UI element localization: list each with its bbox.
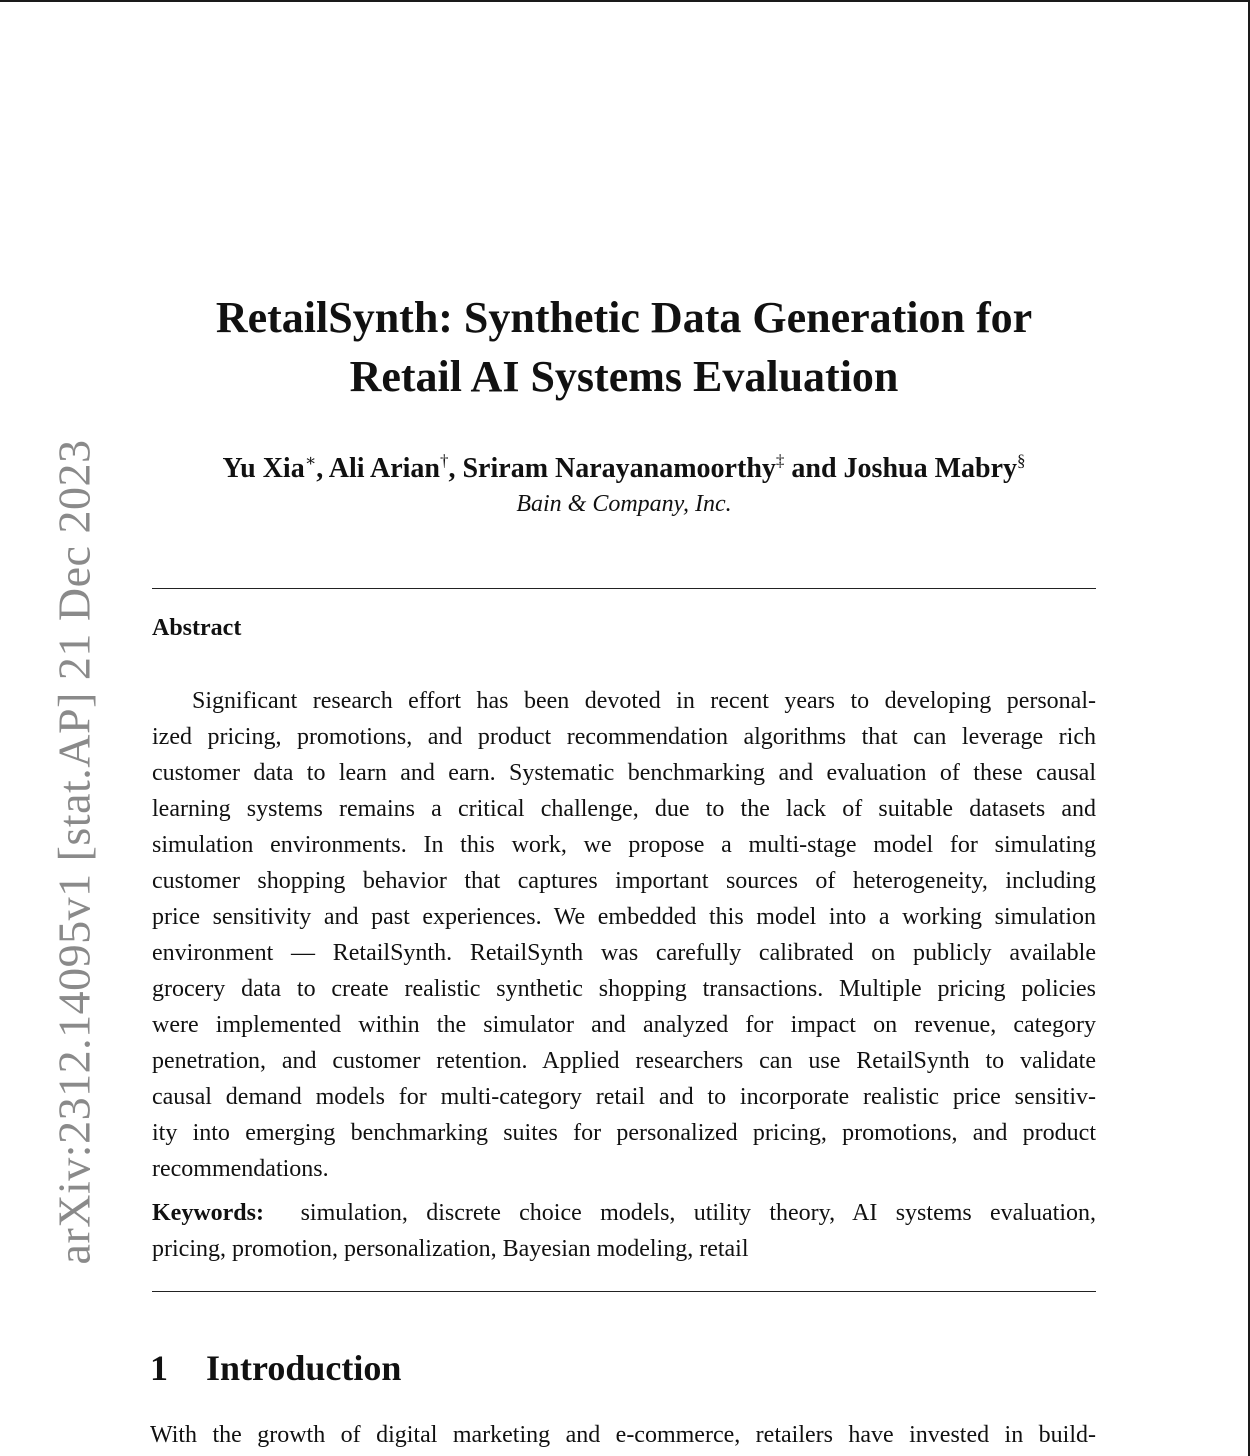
- page-border-top: [0, 0, 1250, 2]
- abstract-top-rule: [152, 588, 1096, 589]
- section-number: 1: [150, 1348, 168, 1388]
- abstract-line: Significant research effort has been devoted in recent years to developing personal-: [192, 688, 1096, 714]
- paper-title: [152, 288, 1096, 406]
- keywords-text: simulation, discrete choice models, utility theory, AI systems evaluation,: [300, 1200, 1096, 1226]
- abstract-line: grocery data to create realistic synthetic shopping transactions. Multiple pricing policies: [152, 976, 1096, 1002]
- abstract-line: learning systems remains a critical challenge, due to the lack of suitable datasets and: [152, 796, 1096, 822]
- abstract-body: [152, 683, 1096, 1187]
- author-footnote-mark: ∗: [304, 451, 317, 470]
- abstract-heading: Abstract: [152, 615, 242, 641]
- abstract-line: causal demand models for multi-category retail and to incorporate realistic price sensitiv-: [152, 1084, 1096, 1110]
- section-title: Introduction: [206, 1348, 402, 1388]
- keywords-label: Keywords:: [152, 1200, 264, 1226]
- abstract-line: penetration, and customer retention. Applied researchers can use RetailSynth to validate: [152, 1048, 1096, 1074]
- section-heading: [150, 1346, 401, 1390]
- author-list: [152, 450, 1096, 488]
- abstract-line: ity into emerging benchmarking suites for personalized pricing, promotions, and product: [152, 1120, 1096, 1146]
- author-separator: ,: [316, 453, 329, 484]
- author-footnote-mark: †: [439, 451, 449, 470]
- abstract-line: simulation environments. In this work, we propose a multi-stage model for simulating: [152, 832, 1096, 858]
- author-separator: and: [784, 453, 844, 484]
- author-affiliation: Bain & Company, Inc.: [516, 491, 732, 517]
- arxiv-identifier-stamp: arXiv:2312.14095v1 [stat.AP] 21 Dec 2023: [48, 439, 100, 1265]
- abstract-bottom-rule: [152, 1291, 1096, 1292]
- author-name: Joshua Mabry: [843, 453, 1018, 484]
- paper-title-line-2: Retail AI Systems Evaluation: [349, 352, 899, 401]
- keywords-line: [152, 1195, 1096, 1231]
- abstract-line: ized pricing, promotions, and product recommendation algorithms that can leverage rich: [152, 724, 1096, 750]
- abstract-line: price sensitivity and past experiences. We embedded this model into a working simulation: [152, 904, 1096, 930]
- abstract-line: recommendations.: [152, 1156, 329, 1182]
- intro-paragraph: [150, 1417, 1096, 1453]
- author-separator: ,: [448, 453, 463, 484]
- intro-line: With the growth of digital marketing and e-commerce, retailers have invested in build-: [150, 1422, 1096, 1448]
- abstract-line: were implemented within the simulator and analyzed for impact on revenue, category: [152, 1012, 1096, 1038]
- abstract-line: environment — RetailSynth. RetailSynth was carefully calibrated on publicly available: [152, 940, 1096, 966]
- author-name: Sriram Narayanamoorthy: [462, 453, 776, 484]
- author-name: Ali Arian: [328, 453, 440, 484]
- abstract-line: customer data to learn and earn. Systematic benchmarking and evaluation of these causal: [152, 760, 1096, 786]
- author-footnote-mark: §: [1017, 451, 1026, 470]
- keywords-line: pricing, promotion, personalization, Bayesian modeling, retail: [152, 1236, 749, 1262]
- author-footnote-mark: ‡: [775, 451, 785, 470]
- keywords: [152, 1195, 1096, 1267]
- abstract-line: customer shopping behavior that captures important sources of heterogeneity, including: [152, 868, 1096, 894]
- author-name: Yu Xia: [222, 453, 305, 484]
- paper-title-line-1: RetailSynth: Synthetic Data Generation for: [215, 293, 1033, 342]
